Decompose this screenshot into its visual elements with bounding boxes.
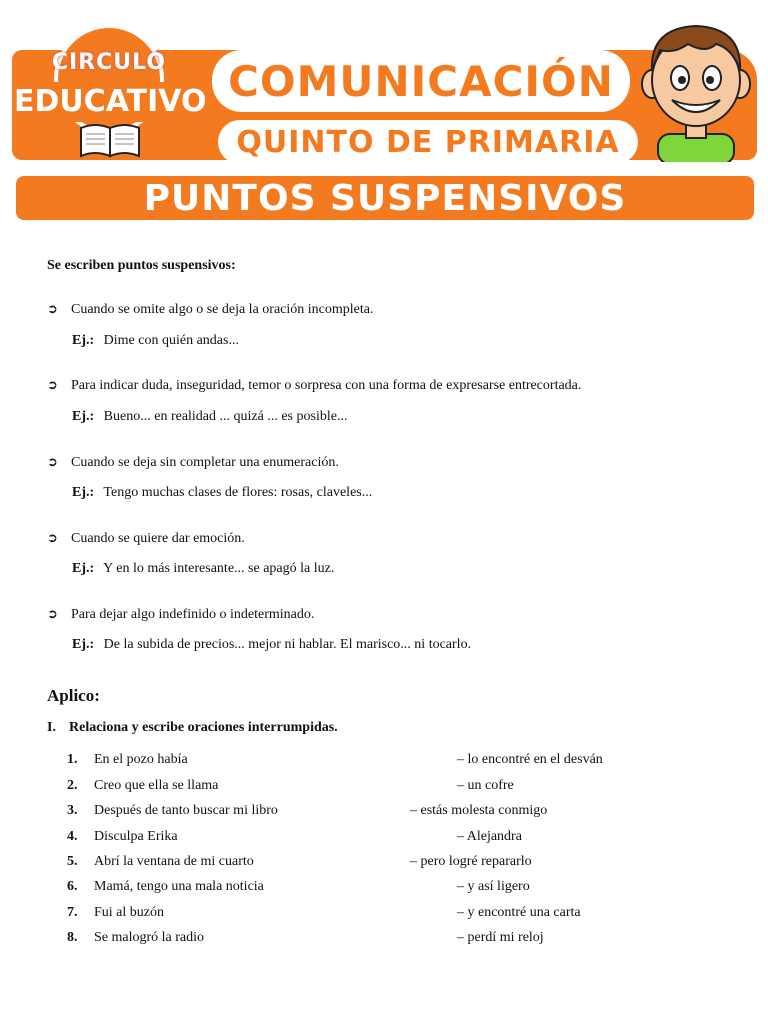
- arrow-circle-right-icon: ➲: [47, 302, 58, 317]
- intro-text: Se escriben puntos suspensivos:: [47, 258, 236, 273]
- item-right: – y así ligero: [457, 879, 530, 894]
- subject-title: [212, 50, 630, 112]
- aplico-heading: Aplico:: [47, 686, 100, 705]
- item-right: – y encontré una carta: [457, 905, 581, 920]
- item-right: – lo encontré en el desván: [457, 752, 603, 767]
- ej-label: Ej.:: [72, 561, 95, 576]
- arrow-circle-right-icon: ➲: [47, 531, 58, 546]
- grade-subtitle-text: QUINTO DE PRIMARIA: [236, 124, 620, 160]
- exercise-instruction: [47, 720, 338, 736]
- exercise-row: [67, 854, 727, 874]
- item-left: Abrí la ventana de mi cuarto: [94, 854, 254, 869]
- item-number: 6.: [67, 879, 78, 894]
- rule-item: [47, 531, 245, 547]
- circulo-educativo-logo: [14, 22, 207, 162]
- exercise-row: [67, 879, 727, 899]
- rule-text: Cuando se deja sin completar una enumeración.: [71, 455, 339, 470]
- rule-example: [72, 485, 372, 501]
- item-number: 3.: [67, 803, 78, 818]
- logo-line2: EDUCATIVO: [14, 82, 204, 122]
- topic-title-bar: [16, 176, 754, 220]
- exercise-row: [67, 930, 727, 950]
- arrow-circle-right-icon: ➲: [47, 378, 58, 393]
- item-number: 7.: [67, 905, 78, 920]
- example-text: Dime con quién andas...: [103, 333, 239, 348]
- rule-item: [47, 302, 373, 318]
- example-text: Tengo muchas clases de flores: rosas, claveles...: [103, 485, 373, 500]
- item-number: 1.: [67, 752, 78, 767]
- item-left: Creo que ella se llama: [94, 778, 219, 793]
- ej-label: Ej.:: [72, 485, 95, 500]
- item-left: Mamá, tengo una mala noticia: [94, 879, 264, 894]
- subject-title-text: COMUNICACIÓN: [228, 56, 614, 106]
- rule-text: Para dejar algo indefinido o indeterminado.: [71, 607, 315, 622]
- exercise-row: [67, 905, 727, 925]
- exercise-row: [67, 778, 727, 798]
- item-right: – estás molesta conmigo: [410, 803, 548, 818]
- item-right: – un cofre: [457, 778, 514, 793]
- item-left: Después de tanto buscar mi libro: [94, 803, 278, 818]
- exercise-row: [67, 752, 727, 772]
- grade-subtitle: [218, 120, 638, 164]
- topic-title: PUNTOS SUSPENSIVOS: [143, 177, 627, 219]
- example-text: Bueno... en realidad ... quizá ... es posible...: [103, 409, 348, 424]
- logo-line1: CIRCULO: [51, 50, 167, 75]
- item-left: En el pozo había: [94, 752, 188, 767]
- exercise-row: [67, 803, 727, 823]
- open-book-icon: [79, 122, 141, 158]
- header: [0, 0, 768, 170]
- example-text: Y en lo más interesante... se apagó la luz.: [103, 561, 335, 576]
- rule-text: Para indicar duda, inseguridad, temor o sorpresa con una forma de expresarse entrecortada.: [71, 378, 582, 393]
- item-number: 4.: [67, 829, 78, 844]
- arrow-circle-right-icon: ➲: [47, 455, 58, 470]
- item-right: – Alejandra: [457, 829, 522, 844]
- boy-mascot: [636, 14, 756, 162]
- ej-label: Ej.:: [72, 637, 95, 652]
- exercise-number: I.: [47, 720, 56, 735]
- arrow-circle-right-icon: ➲: [47, 607, 58, 622]
- item-number: 5.: [67, 854, 78, 869]
- rule-example: [72, 333, 239, 349]
- ej-label: Ej.:: [72, 333, 95, 348]
- rule-example: [72, 409, 347, 425]
- item-left: Fui al buzón: [94, 905, 164, 920]
- exercise-instruction-text: Relaciona y escribe oraciones interrumpidas.: [69, 720, 338, 735]
- item-right: – pero logré repararlo: [410, 854, 532, 869]
- rule-item: [47, 378, 581, 394]
- rule-example: [72, 637, 471, 653]
- rule-example: [72, 561, 334, 577]
- ej-label: Ej.:: [72, 409, 95, 424]
- rule-item: [47, 607, 314, 623]
- rule-text: Cuando se quiere dar emoción.: [71, 531, 245, 546]
- exercise-row: [67, 829, 727, 849]
- rule-item: [47, 455, 339, 471]
- rule-text: Cuando se omite algo o se deja la oración incompleta.: [71, 302, 374, 317]
- item-left: Se malogró la radio: [94, 930, 205, 945]
- item-number: 2.: [67, 778, 78, 793]
- item-left: Disculpa Erika: [94, 829, 178, 844]
- item-right: – perdí mi reloj: [457, 930, 544, 945]
- example-text: De la subida de precios... mejor ni hablar. El marisco... ni tocarlo.: [103, 637, 472, 652]
- item-number: 8.: [67, 930, 78, 945]
